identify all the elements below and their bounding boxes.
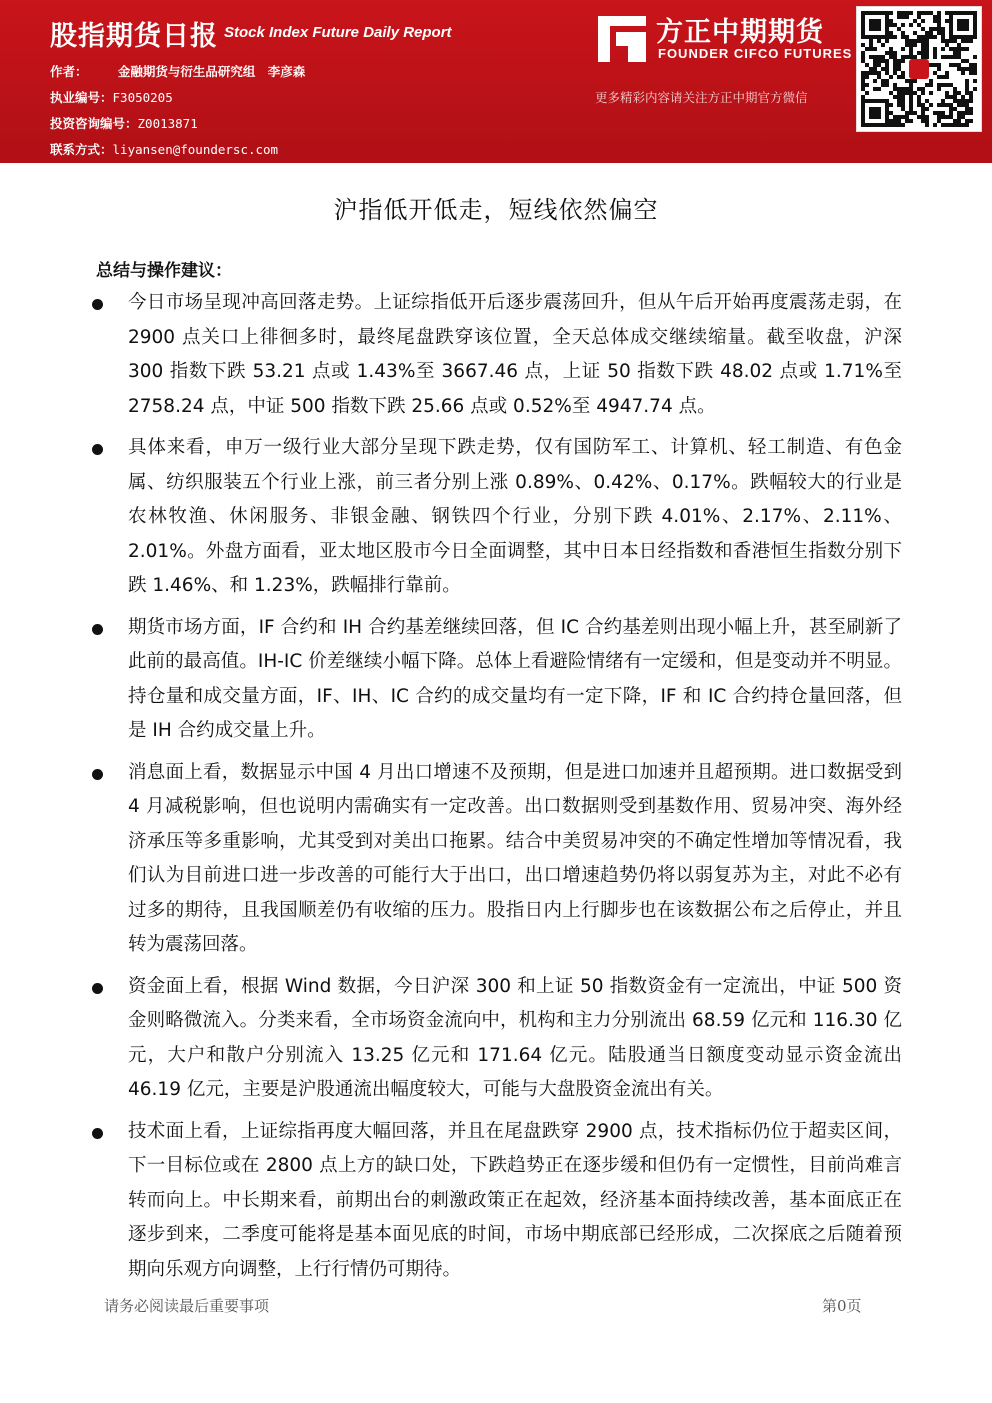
bullet-dot-icon bbox=[92, 769, 103, 780]
bullet-text: 消息面上看，数据显示中国 4 月出口增速不及预期，但是进口加速并且超预期。进口数据受到 4 月减税影响，但也说明内需确实有一定改善。出口数据则受到基数作用、贸易冲突、海外经济承压等多重影响，尤其受到对美出口拖累。结合中美贸易冲突的不确定性增加等情况看，我们认为目前进口进一步改善的可能行大于出口，出口增速趋势仍将以弱复苏为主，对此不必有过多的期待，且我国顺差仍有收缩的压力。股指日内上行脚步也在该数据公布之后停止，并且转为震荡回落。 bbox=[128, 761, 902, 955]
qr-code-icon bbox=[856, 6, 982, 132]
contact-email: liyansen@foundersc.com bbox=[112, 142, 279, 157]
document-title: 沪指低开低走，短线依然偏空 bbox=[333, 196, 659, 224]
author-line bbox=[50, 62, 305, 80]
bullet-text: 技术面上看，上证综指再度大幅回落，并且在尾盘跌穿 2900 点，技术指标仍位于超卖区间，下一目标位或在 2800 点上方的缺口处，下跌趋势正在逐步缓和但仍有一定惯性，目前尚难言转而向上。中长期来看，前期出台的刺激政策正在起效，经济基本面持续改善，基本面底正在逐步到来，二季度可能将是基本面见底的时间，市场中期底部已经形成，二次探底之后随着预期向乐观方向调整，上行行情仍可期待。 bbox=[128, 1120, 902, 1280]
bullet-dot-icon bbox=[92, 299, 103, 310]
contact-label: 联系方式： bbox=[50, 142, 113, 157]
list-item bbox=[90, 431, 902, 604]
section-heading: 总结与操作建议： bbox=[96, 261, 232, 281]
author-org: 金融期货与衍生品研究组 bbox=[117, 64, 256, 79]
report-subtitle: Stock Index Future Daily Report bbox=[224, 24, 452, 41]
list-item bbox=[90, 286, 902, 424]
consult-value: Z0013871 bbox=[137, 116, 198, 131]
bullet-text: 今日市场呈现冲高回落走势。上证综指低开后逐步震荡回升，但从午后开始再度震荡走弱，在 2900 点关口上徘徊多时，最终尾盘跌穿该位置，全天总体成交继续缩量。截至收盘，沪深 300 指数下跌 53.21 点或 1.43%至 3667.46 点，上证 50 指数下跌 48.02 点或 1.71%至 2758.24 点，中证 500 指数下跌 25.66 点或 0.52%至 4947.74 点。 bbox=[128, 292, 902, 417]
bullet-dot-icon bbox=[92, 983, 103, 994]
list-item bbox=[90, 970, 902, 1108]
summary-list bbox=[90, 286, 902, 1294]
consult-label: 投资咨询编号： bbox=[50, 116, 138, 131]
company-name-en: FOUNDER CIFCO FUTURES bbox=[658, 46, 853, 61]
bullet-dot-icon bbox=[92, 444, 103, 455]
license-line bbox=[50, 88, 173, 106]
license-label: 执业编号： bbox=[50, 90, 113, 105]
bullet-text: 期货市场方面，IF 合约和 IH 合约基差继续回落，但 IC 合约基差则出现小幅上升，甚至刷新了此前的最高值。IH-IC 价差继续小幅下降。总体上看避险情绪有一定缓和，但是变动并不明显。持仓量和成交量方面，IF、IH、IC 合约的成交量均有一定下降，IF 和 IC 合约持仓量回落，但是 IH 合约成交量上升。 bbox=[128, 616, 902, 741]
consult-line bbox=[50, 114, 198, 132]
bullet-text: 资金面上看，根据 Wind 数据，今日沪深 300 和上证 50 指数资金有一定流出，中证 500 资金则略微流入。分类来看，全市场资金流向中，机构和主力分别流出 68.59 亿元和 116.30 亿元，大户和散户分别流入 13.25 亿元和 171.64 亿元。陆股通当日额度变动显示资金流出 46.19 亿元，主要是沪股通流出幅度较大，可能与大盘股资金流出有关。 bbox=[128, 975, 902, 1100]
license-value: F3050205 bbox=[112, 90, 173, 105]
report-header bbox=[0, 0, 992, 163]
company-logo-icon bbox=[598, 16, 646, 62]
list-item bbox=[90, 611, 902, 749]
bullet-text: 具体来看，申万一级行业大部分呈现下跌走势，仅有国防军工、计算机、轻工制造、有色金属、纺织服装五个行业上涨，前三者分别上涨 0.89%、0.42%、0.17%。跌幅较大的行业是农林牧渔、休闲服务、非银金融、钢铁四个行业，分别下跌 4.01%、2.17%、2.11%、2.01%。外盘方面看，亚太地区股市今日全面调整，其中日本日经指数和香港恒生指数分别下跌 1.46%、和 1.23%，跌幅排行靠前。 bbox=[128, 437, 902, 596]
bullet-dot-icon bbox=[92, 1128, 103, 1139]
footer-notice: 请务必阅读最后重要事项 bbox=[104, 1297, 270, 1315]
company-name-cn: 方正中期期货 bbox=[656, 17, 824, 48]
wechat-tip: 更多精彩内容请关注方正中期官方微信 bbox=[595, 90, 808, 105]
bullet-dot-icon bbox=[92, 624, 103, 635]
page-number: 第0页 bbox=[822, 1297, 862, 1315]
author-name: 李彦森 bbox=[267, 64, 306, 79]
contact-line bbox=[50, 140, 278, 158]
author-label: 作者： bbox=[50, 64, 88, 79]
list-item bbox=[90, 756, 902, 963]
list-item bbox=[90, 1115, 902, 1288]
report-title: 股指期货日报 bbox=[50, 21, 218, 52]
